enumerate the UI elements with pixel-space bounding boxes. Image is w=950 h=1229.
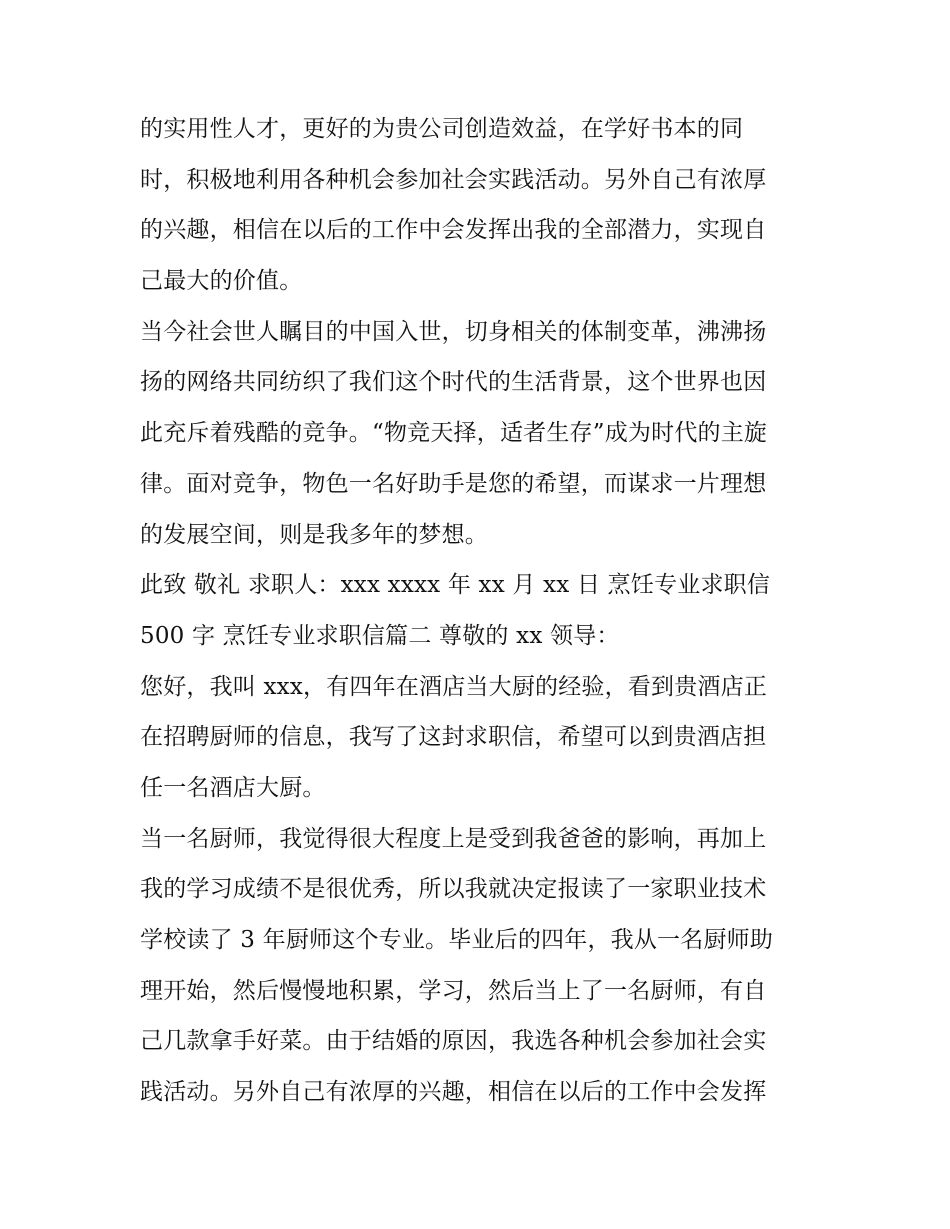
text-line-13: 在招聘厨师的信息，我写了这封求职信，希望可以到贵酒店担 [140, 724, 767, 751]
text-line-12: 您好，我叫 xxx，有四年在酒店当大厨的经验，看到贵酒店正 [140, 673, 768, 700]
text-line-1: 的实用性人才，更好的为贵公司创造效益，在学好书本的同 [140, 116, 744, 142]
text-line-4: 己最大的价值。 [140, 268, 303, 295]
text-line-3: 的兴趣，相信在以后的工作中会发挥出我的全部潜力，实现自 [140, 217, 767, 244]
text-line-8: 律。面对竞争，物色一名好助手是您的希望，而谋求一片理想 [140, 470, 767, 497]
text-line-19: 己几款拿手好菜。由于结婚的原因，我选各种机会参加社会实 [140, 1028, 767, 1055]
text-line-5: 当今社会世人瞩目的中国入世，切身相关的体制变革，沸沸扬 [140, 318, 767, 345]
text-line-6: 扬的网络共同纺织了我们这个时代的生活背景，这个世界也因 [140, 369, 767, 396]
text-line-11: 500 字 烹饪专业求职信篇二 尊敬的 xx 领导： [140, 622, 620, 649]
text-line-15: 当一名厨师，我觉得很大程度上是受到我爸爸的影响，再加上 [140, 825, 767, 852]
text-line-10: 此致 敬礼 求职人：xxx xxxx 年 xx 月 xx 日 烹饪专业求职信 [140, 572, 771, 599]
text-line-16: 我的学习成绩不是很优秀，所以我就决定报读了一家职业技术 [140, 876, 767, 903]
text-line-9: 的发展空间，则是我多年的梦想。 [140, 521, 488, 548]
text-line-2: 时，积极地利用各种机会参加社会实践活动。另外自己有浓厚 [140, 166, 767, 193]
text-line-14: 任一名酒店大厨。 [140, 774, 326, 801]
text-line-7: 此充斥着残酷的竞争。“物竞天择，适者生存”成为时代的主旋 [140, 420, 768, 447]
text-line-18: 理开始，然后慢慢地积累，学习，然后当上了一名厨师，有自 [140, 977, 767, 1004]
text-line-20: 践活动。另外自己有浓厚的兴趣，相信在以后的工作中会发挥 [140, 1079, 767, 1106]
text-line-17: 学校读了 3 年厨师这个专业。毕业后的四年，我从一名厨师助 [140, 927, 774, 953]
document-body [140, 104, 820, 1118]
